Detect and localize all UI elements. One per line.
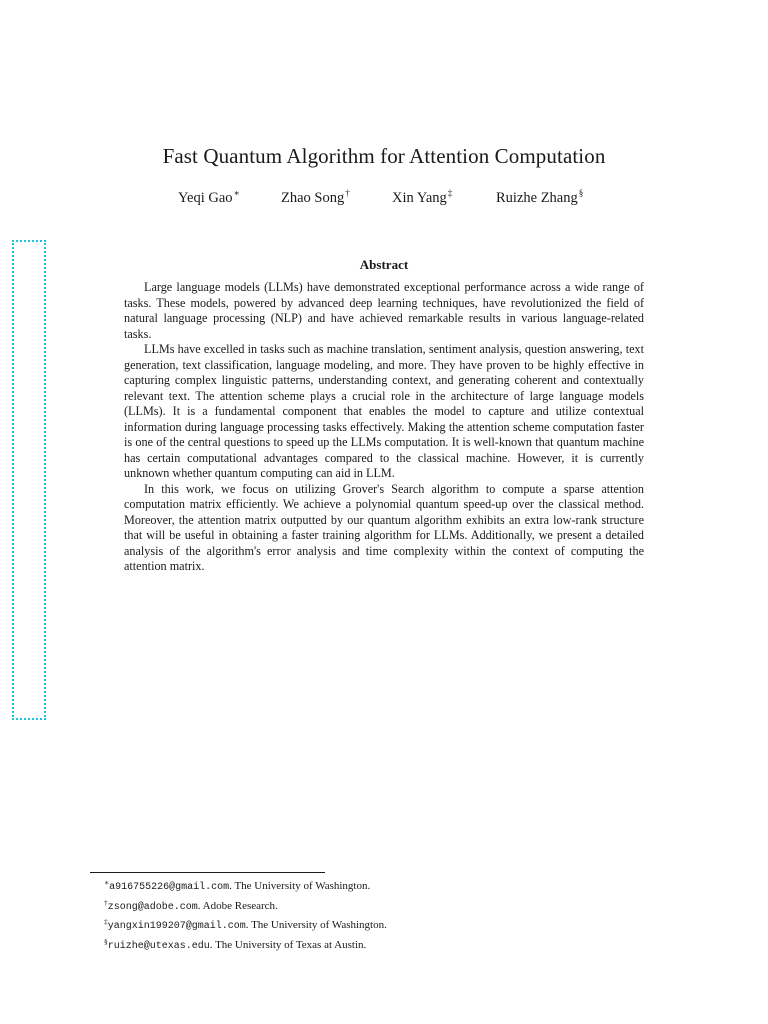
footnote: ‡yangxin199207@gmail.com. The University of Washington.	[104, 917, 387, 933]
abstract-paragraph: In this work, we focus on utilizing Grover's Search algorithm to compute a sparse attention computation matrix efficiently. We achieve a polynomial quantum speed-up over the classical method. Moreover, the attention matrix outputted by our quantum algorithm exhibits an extra low-rank structure that will be useful in obtaining a faster training algorithm for LLMs. Additionally, we present a detailed analysis of the algorithm's error analysis and time complexity within the context of computing the attention matrix.	[124, 481, 644, 573]
author-name: Ruizhe Zhang§	[496, 188, 584, 206]
abstract-heading: Abstract	[359, 257, 409, 272]
abstract-paragraph: Large language models (LLMs) have demonstrated exceptional performance across a wide range of tasks. These models, powered by advanced deep learning techniques, have revolutionized the field of natural language processing (NLP) and have achieved remarkable results in various language-related tasks.	[124, 280, 644, 341]
footnote: ∗a916755226@gmail.com. The University of Washington.	[104, 878, 371, 893]
paper-title: Fast Quantum Algorithm for Attention Computation	[162, 144, 606, 168]
footnote: §ruizhe@utexas.edu. The University of Texas at Austin.	[104, 936, 367, 952]
author-name: Zhao Song†	[281, 188, 350, 206]
abstract-paragraph: LLMs have excelled in tasks such as machine translation, sentiment analysis, question answering, text generation, text classification, language modeling, and more. They have proven to be highly effective in capturing complex linguistic patterns, understanding context, and generating coherent and contextually relevant text. The attention scheme plays a crucial role in the architecture of large language models (LLMs). It is a fundamental component that enables the model to capture and utilize contextual information during language processing tasks effectively. Making the attention scheme computation faster is one of the central questions to speed up the LLMs computation. It is well-known that quantum machine has certain computational advantages compared to the classical machine. However, it is currently unknown whether quantum computing can aid in LLM.	[124, 342, 644, 480]
footnote: †zsong@adobe.com. Adobe Research.	[104, 897, 278, 913]
email-link[interactable]: ruizhe@utexas.edu	[107, 940, 210, 952]
footnotes	[104, 876, 387, 954]
author-name: Xin Yang‡	[392, 188, 453, 206]
footnote-divider	[90, 872, 325, 873]
arxiv-side-stamp-placeholder	[12, 240, 46, 720]
email-link[interactable]: a916755226@gmail.com	[109, 882, 230, 893]
email-link[interactable]: yangxin199207@gmail.com	[107, 921, 246, 933]
abstract-body	[124, 280, 644, 575]
author-name: Yeqi Gao∗	[178, 188, 240, 206]
email-link[interactable]: zsong@adobe.com	[107, 901, 198, 913]
